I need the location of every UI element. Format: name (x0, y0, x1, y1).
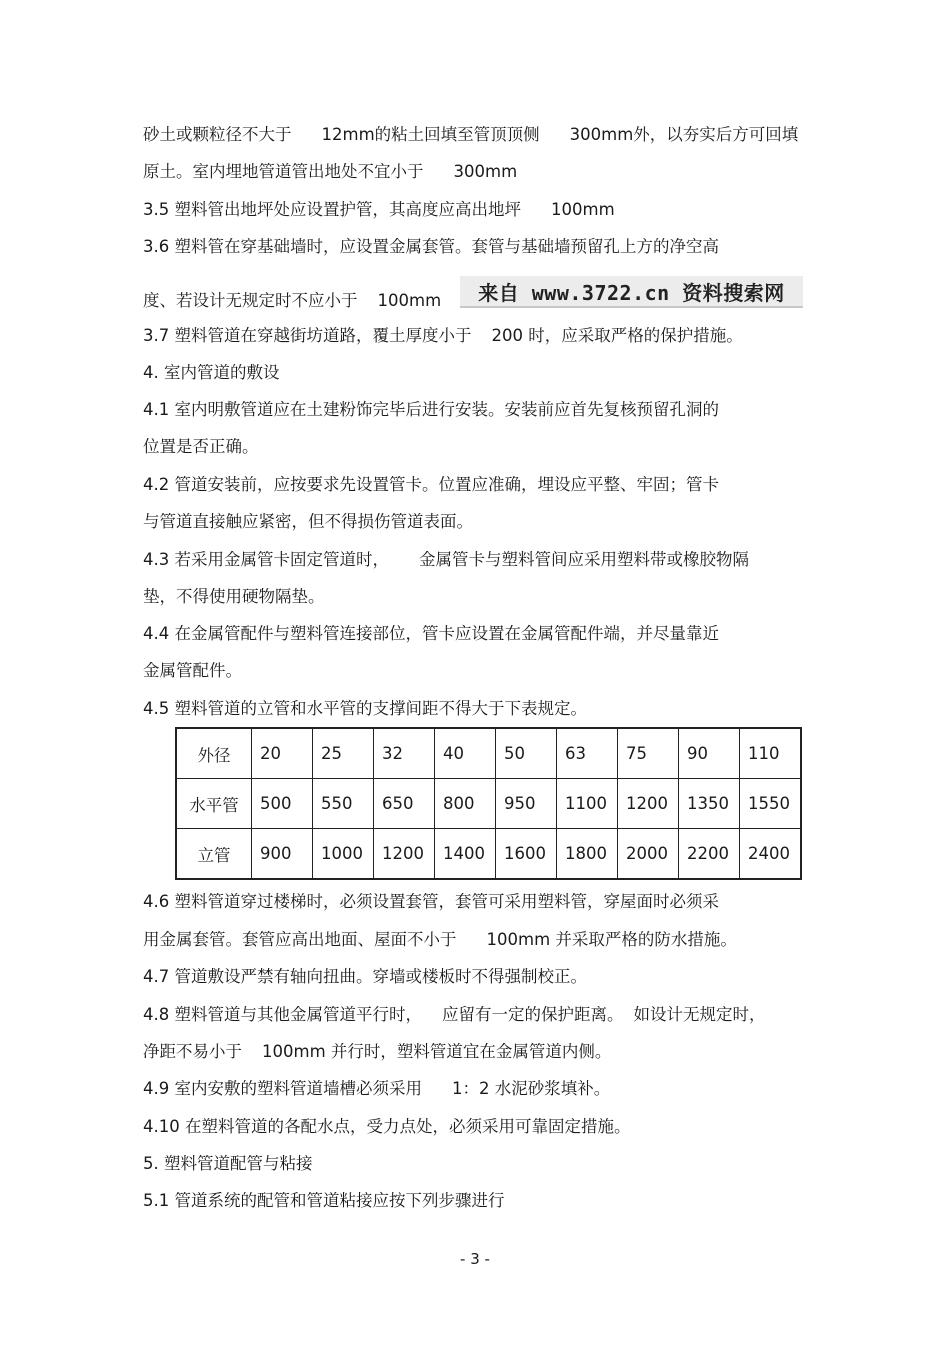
table-cell: 900 (252, 829, 313, 880)
row-header: 外径 (176, 728, 252, 779)
support-spacing-table (175, 727, 802, 880)
text-line: 4.9 室内安敷的塑料管道墙槽必须采用 1：2 水泥砂浆填补。 (143, 1079, 611, 1098)
text-line: 5.1 管道系统的配管和管道粘接应按下列步骤进行 (143, 1191, 505, 1210)
text-line: 金属管配件。 (143, 661, 242, 680)
text-line: 3.5 塑料管出地坪处应设置护管，其高度应高出地坪 100mm (143, 200, 615, 219)
table-cell: 90 (679, 728, 740, 779)
text-line: 4.8 塑料管道与其他金属管道平行时， 应留有一定的保护距离。 如设计无规定时， (143, 1005, 766, 1024)
text-line: 原土。室内埋地管道管出地处不宜小于 300mm (143, 162, 518, 181)
table-cell: 800 (435, 779, 496, 829)
table-cell: 650 (374, 779, 435, 829)
table-cell: 550 (313, 779, 374, 829)
table-cell: 950 (496, 779, 557, 829)
table-cell: 2000 (618, 829, 679, 880)
table-cell: 1000 (313, 829, 374, 880)
text-line: 用金属套管。套管应高出地面、屋面不小于 100mm 并采取严格的防水措施。 (143, 930, 737, 949)
text-line: 4.10 在塑料管道的各配水点，受力点处，必须采用可靠固定措施。 (143, 1117, 631, 1136)
text-line: 4.7 管道敷设严禁有轴向扭曲。穿墙或楼板时不得强制校正。 (143, 967, 587, 986)
table-cell: 40 (435, 728, 496, 779)
text-line: 3.7 塑料管道在穿越街坊道路，覆土厚度小于 200 时，应采取严格的保护措施。 (143, 326, 743, 345)
text-line: 与管道直接触应紧密，但不得损伤管道表面。 (143, 512, 473, 531)
table-row (176, 829, 801, 880)
table-cell: 500 (252, 779, 313, 829)
table-cell: 1200 (374, 829, 435, 880)
text-line: 4.3 若采用金属管卡固定管道时， 金属管卡与塑料管间应采用塑料带或橡胶物隔 (143, 550, 749, 569)
text-line: 4.5 塑料管道的立管和水平管的支撑间距不得大于下表规定。 (143, 699, 587, 718)
table-cell: 1400 (435, 829, 496, 880)
table-cell: 20 (252, 728, 313, 779)
row-header: 立管 (176, 829, 252, 880)
table-cell: 75 (618, 728, 679, 779)
text-line: 3.6 塑料管在穿基础墙时，应设置金属套管。套管与基础墙预留孔上方的净空高 (143, 237, 719, 256)
text-line: 砂土或颗粒径不大于 12mm的粘土回填至管顶顶侧 300mm外，以夯实后方可回填 (143, 125, 799, 144)
text-line: 净距不易小于 100mm 并行时，塑料管道宜在金属管道内侧。 (143, 1042, 612, 1061)
table-cell: 32 (374, 728, 435, 779)
table-cell: 2200 (679, 829, 740, 880)
table-cell: 63 (557, 728, 618, 779)
table-cell: 1200 (618, 779, 679, 829)
text-line: 4.4 在金属管配件与塑料管连接部位，管卡应设置在金属管配件端，并尽量靠近 (143, 624, 719, 643)
table-cell: 50 (496, 728, 557, 779)
watermark-banner: 来自 www.3722.cn 资料搜索网 (460, 276, 803, 308)
text-line: 度、若设计无规定时不应小于 100mm (143, 291, 442, 310)
text-line: 垫，不得使用硬物隔垫。 (143, 587, 325, 606)
table-cell: 1800 (557, 829, 618, 880)
section-heading: 4. 室内管道的敷设 (143, 363, 280, 382)
table-cell: 110 (740, 728, 802, 779)
table-cell: 1100 (557, 779, 618, 829)
row-header: 水平管 (176, 779, 252, 829)
table-cell: 1350 (679, 779, 740, 829)
text-line: 位置是否正确。 (143, 437, 259, 456)
table-cell: 25 (313, 728, 374, 779)
table-cell: 1600 (496, 829, 557, 880)
table-cell: 2400 (740, 829, 802, 880)
text-line: 4.1 室内明敷管道应在土建粉饰完毕后进行安装。安装前应首先复核预留孔洞的 (143, 400, 719, 419)
text-line: 4.6 塑料管道穿过楼梯时，必须设置套管，套管可采用塑料管，穿屋面时必须采 (143, 892, 719, 911)
section-heading: 5. 塑料管道配管与粘接 (143, 1154, 313, 1173)
table-row (176, 779, 801, 829)
table-cell: 1550 (740, 779, 802, 829)
page-number: - 3 - (460, 1250, 490, 1268)
text-line: 4.2 管道安装前，应按要求先设置管卡。位置应准确，埋设应平整、牢固；管卡 (143, 475, 719, 494)
table-row (176, 728, 801, 779)
